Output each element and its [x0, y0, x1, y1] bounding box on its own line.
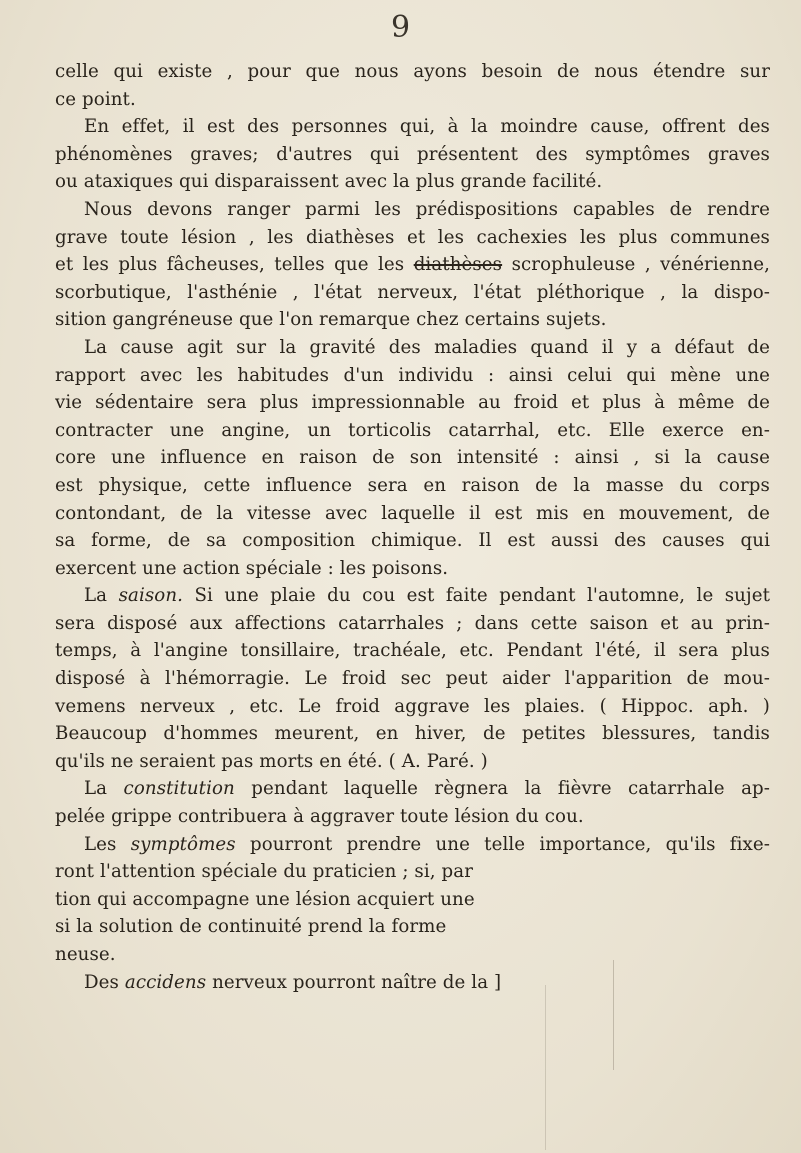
text-line: ront l'attention spéciale du praticien ; si, par	[55, 861, 474, 883]
text-fragment: Des	[84, 971, 119, 993]
text-line: contondant, de la vitesse avec laquelle il est mis en mouvement, de	[55, 502, 770, 524]
text-line: si la solution de continuité prend la forme	[55, 916, 447, 938]
text-line: sa forme, de sa composition chimique. Il est aussi des causes qui	[55, 530, 770, 552]
text-line: scorbutique, l'asthénie , l'état nerveux, l'état pléthorique , la dispo-	[55, 281, 770, 303]
text-line: En effet, il est des personnes qui, à la moindre cause, offrent des	[84, 116, 770, 138]
text-line: est physique, cette influence sera en raison de la masse du corps	[55, 474, 770, 496]
text-line: Beaucoup d'hommes meurent, en hiver, de petites blessures, tandis	[55, 723, 770, 745]
italic-term: constitution	[123, 778, 235, 800]
text-line: qu'ils ne seraient pas morts en été. ( A. Paré. )	[55, 750, 488, 772]
text-fragment: et les plus fâcheuses, telles que les	[55, 254, 405, 276]
text-line: celle qui existe , pour que nous ayons besoin de nous étendre sur	[55, 61, 770, 82]
text-line	[55, 969, 770, 997]
italic-term: accidens	[124, 971, 207, 993]
text-line: core une influence en raison de son intensité : ainsi , si la cause	[55, 447, 770, 469]
text-line: sera disposé aux affections catarrhales ; dans cette saison et au prin-	[55, 612, 770, 634]
text-line: sition gangréneuse que l'on remarque chez certains sujets.	[55, 309, 607, 331]
text-fragment: Si une plaie du cou est faite pendant l'automne, le sujet	[194, 585, 770, 607]
text-line: ce point.	[55, 88, 136, 110]
text-fragment: pourront prendre une telle importance, qu'ils fixe-	[249, 833, 770, 855]
text-fragment: pendant laquelle règnera la fièvre catarrhale ap-	[251, 778, 770, 800]
text-line: pelée grippe contribuera à aggraver toute lésion du cou.	[55, 806, 584, 828]
text-line: La cause agit sur la gravité des maladies quand il y a défaut de	[84, 336, 770, 358]
italic-term: symptômes	[130, 833, 236, 855]
text-line: Nous devons ranger parmi les prédispositions capables de rendre	[84, 198, 770, 220]
text-line: phénomènes graves; d'autres qui présentent des symptômes graves	[55, 143, 770, 165]
text-line: vie sédentaire sera plus impressionnable au froid et plus à même de	[55, 392, 770, 414]
text-fragment: scrophuleuse , vénérienne,	[511, 254, 770, 276]
text-line: tion qui accompagne une lésion acquiert une	[55, 888, 475, 910]
text-fragment: Les	[84, 833, 117, 855]
text-line	[55, 251, 770, 279]
text-fragment: La	[84, 778, 108, 800]
torn-paper-area	[545, 985, 796, 1150]
text-line	[55, 582, 770, 610]
text-line	[55, 831, 770, 859]
text-line: ou ataxiques qui disparaissent avec la plus grande facilité.	[55, 171, 603, 193]
text-line: grave toute lésion , les diathèses et les cachexies les plus communes	[55, 226, 770, 248]
text-line: vemens nerveux , etc. Le froid aggrave les plaies. ( Hippoc. aph. )	[55, 695, 770, 717]
struck-word: diathèses	[413, 254, 503, 276]
text-line: temps, à l'angine tonsillaire, trachéale, etc. Pendant l'été, il sera plus	[55, 640, 770, 662]
text-fragment: La	[84, 585, 108, 607]
text-line: exercent une action spéciale : les poisons.	[55, 557, 449, 579]
text-line: neuse.	[55, 944, 116, 965]
text-line: disposé à l'hémorragie. Le froid sec peut aider l'apparition de mou-	[55, 668, 770, 690]
italic-term: saison.	[118, 585, 184, 607]
body-text	[55, 58, 770, 996]
text-line: rapport avec les habitudes d'un individu : ainsi celui qui mène une	[55, 364, 770, 386]
page-number: 9	[390, 10, 411, 45]
text-line	[55, 775, 770, 803]
text-fragment: nerveux pourront naître de la ]	[212, 971, 502, 993]
text-line: contracter une angine, un torticolis catarrhal, etc. Elle exerce en-	[55, 419, 770, 441]
